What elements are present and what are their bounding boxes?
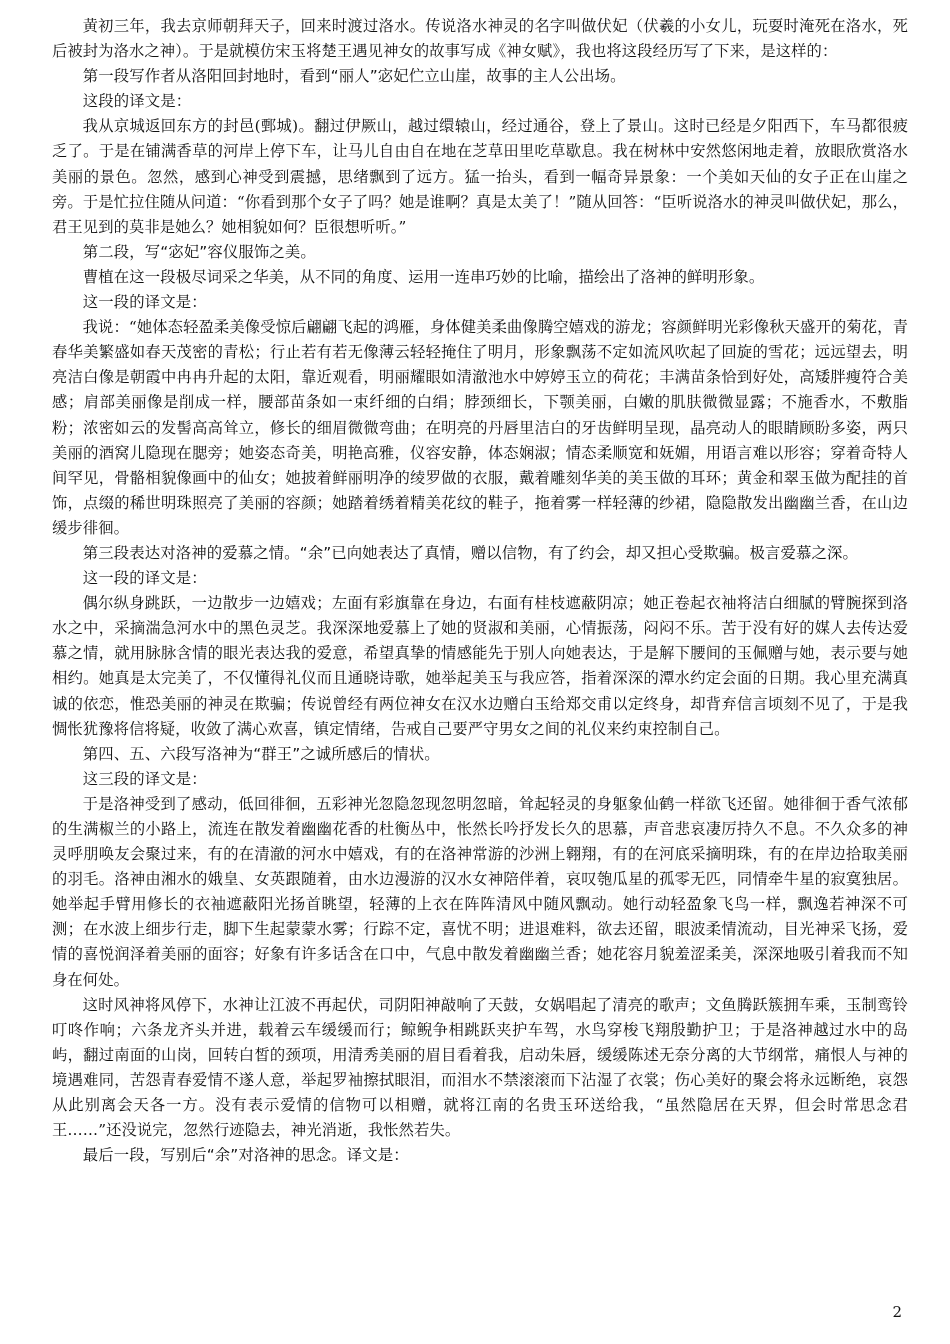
document-page [52,14,908,1168]
section-summary-final: 最后一段，写别后“余”对洛神的思念。译文是： [82,1146,409,1165]
translation-paragraph-5: 这时风神将风停下，水神让江波不再起伏，司阴阳神敲响了天鼓，女娲唱起了清亮的歌声；文鱼腾跃簇拥车乘，玉制鸾铃叮咚作响；六条龙齐头并进，载着云车缓缓而行；鲸鲵争相跳跃夹护车驾，水鸟穿梭飞翔殷勤护卫；于是洛神越过水中的岛屿，翻过南面的山岗，回转白皙的颈项，用清秀美丽的眉目看着我，启动朱唇，缓缓陈述无奈分离的大节纲常，痛恨人与神的境遇难同，苦怨青春爱情不遂人意，举起罗袖擦拭眼泪，而泪水不禁滚滚而下沾湿了衣裳；伤心美好的聚会将永远断绝，哀怨从此别离会天各一方。没有表示爱情的信物可以相赠，就将江南的名贵玉环送给我，“虽然隐居在天界，但会时常思念君王……”还没说完，忽然行迹隐去，神光消逝，我怅然若失。 [52,995,908,1140]
page-number: 2 [892,1303,902,1321]
translation-label-1: 这段的译文是： [82,92,192,111]
translation-paragraph-4: 于是洛神受到了感动，低回徘徊，五彩神光忽隐忽现忽明忽暗，耸起轻灵的身躯象仙鹤一样欲飞还留。她徘徊于香气浓郁的生满椒兰的小路上，流连在散发着幽幽花香的杜衡丛中，怅然长吟抒发长久的思慕，声音悲哀凄厉持久不息。不久众多的神灵呼朋唤友会聚过来，有的在清澈的河水中嬉戏，有的在洛神常游的沙洲上翱翔，有的在河底采摘明珠，有的在岸边拾取美丽的羽毛。洛神由湘水的娥皇、女英跟随着，由水边漫游的汉水女神陪伴着，哀叹匏瓜星的孤零无匹，同情牵牛星的寂寞独居。她举起手臂用修长的衣袖遮蔽阳光扬首眺望，轻薄的上衣在阵阵清风中随风飘动。她行动轻盈象飞鸟一样，飘逸若神深不可测；在水波上细步行走，脚下生起蒙蒙水雾；行踪不定，喜忧不明；进退难料，欲去还留，眼波柔情流动，目光神采飞扬，爱情的喜悦润泽着美丽的面容；好象有许多话含在口中，气息中散发着幽幽兰香；她花容月貌羞涩柔美，深深地吸引着我而不知身在何处。 [52,794,908,989]
translation-paragraph-2: 我说：“她体态轻盈柔美像受惊后翩翩飞起的鸿雁，身体健美柔曲像腾空嬉戏的游龙；容颜鲜明光彩像秋天盛开的菊花，青春华美繁盛如春天茂密的青松；行止若有若无像薄云轻轻掩住了明月，形象飘荡不定如流风吹起了回旋的雪花；远远望去，明亮洁白像是朝霞中冉冉升起的太阳，靠近观看，明丽耀眼如清澈池水中婷婷玉立的荷花；丰满苗条恰到好处，高矮胖瘦符合美感；肩部美丽像是削成一样，腰部苗条如一束纤细的白绢；脖颈细长，下颚美丽，白嫩的肌肤微微显露；不施香水，不敷脂粉；浓密如云的发髻高高耸立，修长的细眉微微弯曲；在明亮的丹唇里洁白的牙齿鲜明呈现，晶亮动人的眼睛顾盼多姿，两只美丽的酒窝儿隐现在腮旁；她姿态奇美，明艳高雅，仪容安静，体态娴淑；情态柔顺宽和妩媚，用语言难以形容；穿着奇特人间罕见，骨骼相貌像画中的仙女；她披着鲜丽明净的绫罗做的衣服，戴着雕刻华美的美玉做的耳环；黄金和翠玉做为配挂的首饰，点缀的稀世明珠照亮了美丽的容颜；她踏着绣着精美花纹的鞋子，拖着雾一样轻薄的纱裙，隐隐散发出幽幽兰香，在山边缓步徘徊。 [52,318,908,537]
section-summary-4-6: 第四、五、六段写洛神为“群王”之诚所感后的情状。 [82,744,440,763]
section-commentary-2: 曹植在这一段极尽词采之华美，从不同的角度、运用一连串巧妙的比喻，描绘出了洛神的鲜明形象。 [82,267,765,286]
section-summary-2: 第二段，写“宓妃”容仪服饰之美。 [82,242,316,261]
translation-label-3: 这一段的译文是： [82,569,207,588]
paragraph-intro: 黄初三年，我去京师朝拜天子，回来时渡过洛水。传说洛水神灵的名字叫做伏妃（伏羲的小女儿，玩耍时淹死在洛水，死后被封为洛水之神）。于是就模仿宋玉将楚王遇见神女的故事写成《神女赋》，我也将这段经历写了下来，是这样的： [52,17,908,61]
section-summary-3: 第三段表达对洛神的爱慕之情。“余”已向她表达了真情，赠以信物，有了约会，却又担心受欺骗。极言爱慕之深。 [82,543,858,562]
section-summary-1: 第一段写作者从洛阳回封地时，看到“丽人”宓妃伫立山崖，故事的主人公出场。 [82,67,626,86]
translation-paragraph-3: 偶尔纵身跳跃，一边散步一边嬉戏；左面有彩旗靠在身边，右面有桂枝遮蔽阴凉；她正卷起衣袖将洁白细腻的臂腕探到洛水之中，采摘湍急河水中的黑色灵芝。我深深地爱慕上了她的贤淑和美丽，心情振荡，闷闷不乐。苦于没有好的媒人去传达爱慕之情，就用脉脉含情的眼光表达我的爱意，希望真挚的情感能先于别人向她表达，于是解下腰间的玉佩赠与她，表示要与她相约。她真是太完美了，不仅懂得礼仪而且通晓诗歌，她举起美玉与我应答，指着深深的潭水约定会面的日期。我心里充满真诚的依恋，惟恐美丽的神灵在欺骗；传说曾经有两位神女在汉水边赠白玉给郑交甫以定终身，却背弃信言顷刻不见了，于是我惆怅犹豫将信将疑，收敛了满心欢喜，镇定情绪，告戒自己要严守男女之间的礼仪来约束控制自己。 [52,594,908,738]
translation-label-2: 这一段的译文是： [82,293,207,312]
translation-paragraph-1: 我从京城返回东方的封邑(鄄城)。翻过伊厥山，越过缳辕山，经过通谷，登上了景山。这时已经是夕阳西下，车马都很疲乏了。于是在铺满香草的河岸上停下车，让马儿自由自在地在芝草田里吃草歇息。我在树林中安然悠闲地走着，放眼欣赏洛水美丽的景色。忽然，感到心神受到震撼，思绪飘到了远方。猛一抬头，看到一幅奇异景象：一个美如天仙的女子正在山崖之旁。于是忙拉住随从问道：“你看到那个女子了吗？她是谁啊？真是太美了！”随从回答：“臣听说洛水的神灵叫做伏妃，那么，君王见到的莫非是她么？她相貌如何？臣很想听听。” [52,117,908,236]
translation-label-4-6: 这三段的译文是： [82,769,207,788]
